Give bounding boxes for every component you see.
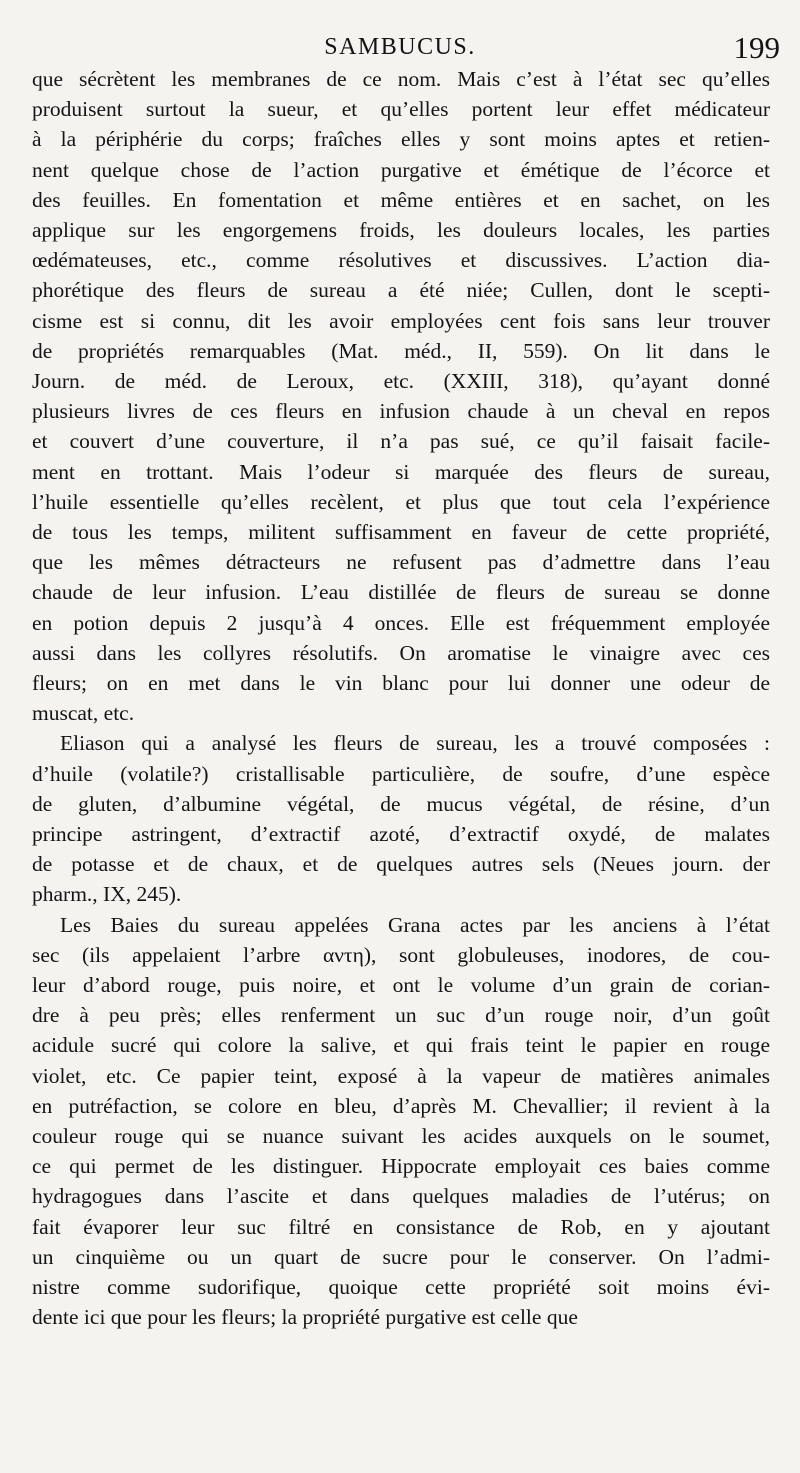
text-line: ce qui permet de les distinguer. Hippocrate employait ces baies comme [32,1154,770,1179]
text-line: aussi dans les collyres résolutifs. On aromatise le vinaigre avec ces [32,640,770,665]
running-head [0,28,800,65]
text-line: de gluten, d’albumine végétal, de mucus végétal, de résine, d’un [32,791,770,816]
text-line: muscat, etc. [32,701,135,726]
page-number: 199 [733,30,780,65]
text-line: de tous les temps, militent suffisamment en faveur de cette propriété, [32,520,770,544]
text-line: à la périphérie du corps; fraîches elles y sont moins aptes et retien- [32,127,770,152]
text-line: de propriétés remarquables (Mat. méd., II, 559). On lit dans le [32,338,770,363]
text-line: que les mêmes détracteurs ne refusent pas d’admettre dans l’eau [32,550,770,575]
text-line: plusieurs livres de ces fleurs en infusion chaude à un cheval en repos [32,399,770,424]
text-line: cisme est si connu, dit les avoir employées cent fois sans leur trouver [32,308,770,333]
text-line: phorétique des fleurs de sureau a été niée; Cullen, dont le scepti- [32,278,770,303]
text-line: ment en trottant. Mais l’odeur si marquée des fleurs de sureau, [32,459,770,484]
text-line: d’huile (volatile?) cristallisable particulière, de soufre, d’une espèce [32,761,770,786]
text-line: applique sur les engorgemens froids, les douleurs locales, les parties [32,218,770,242]
text-line: en potion depuis 2 jusqu’à 4 onces. Elle est fréquemment employée [32,610,770,635]
text-line: et couvert d’une couverture, il n’a pas sué, ce qu’il faisait facile- [32,429,770,454]
text-line: couleur rouge qui se nuance suivant les acides auxquels on le soumet, [32,1124,770,1148]
text-line: hydragogues dans l’ascite et dans quelques maladies de l’utérus; on [32,1184,770,1209]
text-line: produisent surtout la sueur, et qu’elles portent leur effet médicateur [32,97,770,122]
text-line: sec (ils appelaient l’arbre αντη), sont globuleuses, inodores, de cou- [32,942,770,967]
text-line: Eliason qui a analysé les fleurs de sureau, les a trouvé composées : [60,731,770,756]
text-line: en putréfaction, se colore en bleu, d’après M. Chevallier; il revient à la [32,1093,770,1118]
text-line: leur d’abord rouge, puis noire, et ont le volume d’un grain de corian- [32,973,770,997]
text-line: Les Baies du sureau appelées Grana actes par les anciens à l’état [60,912,770,937]
text-line: principe astringent, d’extractif azoté, d’extractif oxydé, de malates [32,822,770,846]
text-line: nent quelque chose de l’action purgative et émétique de l’écorce et [32,157,770,182]
text-line: fleurs; on en met dans le vin blanc pour lui donner une odeur de [32,671,770,695]
text-line: Journ. de méd. de Leroux, etc. (XXIII, 318), qu’ayant donné [32,369,770,393]
text-line: de potasse et de chaux, et de quelques autres sels (Neues journ. der [32,852,770,877]
text-line: œdémateuses, etc., comme résolutives et discussives. L’action dia- [32,248,770,273]
text-line: que sécrètent les membranes de ce nom. Mais c’est à l’état sec qu’elles [32,67,770,91]
text-line: fait évaporer leur suc filtré en consistance de Rob, en y ajoutant [32,1214,770,1239]
text-line: un cinquième ou un quart de sucre pour le conserver. On l’admi- [32,1244,770,1269]
running-title: SAMBUCUS. [324,34,476,60]
text-line: acidule sucré qui colore la salive, et qui frais teint le papier en rouge [32,1033,770,1058]
text-line: l’huile essentielle qu’elles recèlent, et plus que tout cela l’expérience [32,489,770,514]
text-line: nistre comme sudorifique, quoique cette propriété soit moins évi- [32,1275,770,1299]
text-line: dre à peu près; elles renferment un suc d’un rouge noir, d’un goût [32,1003,770,1028]
text-line: dente ici que pour les fleurs; la propriété purgative est celle que [32,1305,578,1330]
text-line: chaude de leur infusion. L’eau distillée de fleurs de sureau se donne [32,580,770,605]
text-line: violet, etc. Ce papier teint, exposé à la vapeur de matières animales [32,1063,770,1088]
text-line: pharm., IX, 245). [32,882,182,907]
text-line: des feuilles. En fomentation et même entières et en sachet, on les [32,187,770,212]
